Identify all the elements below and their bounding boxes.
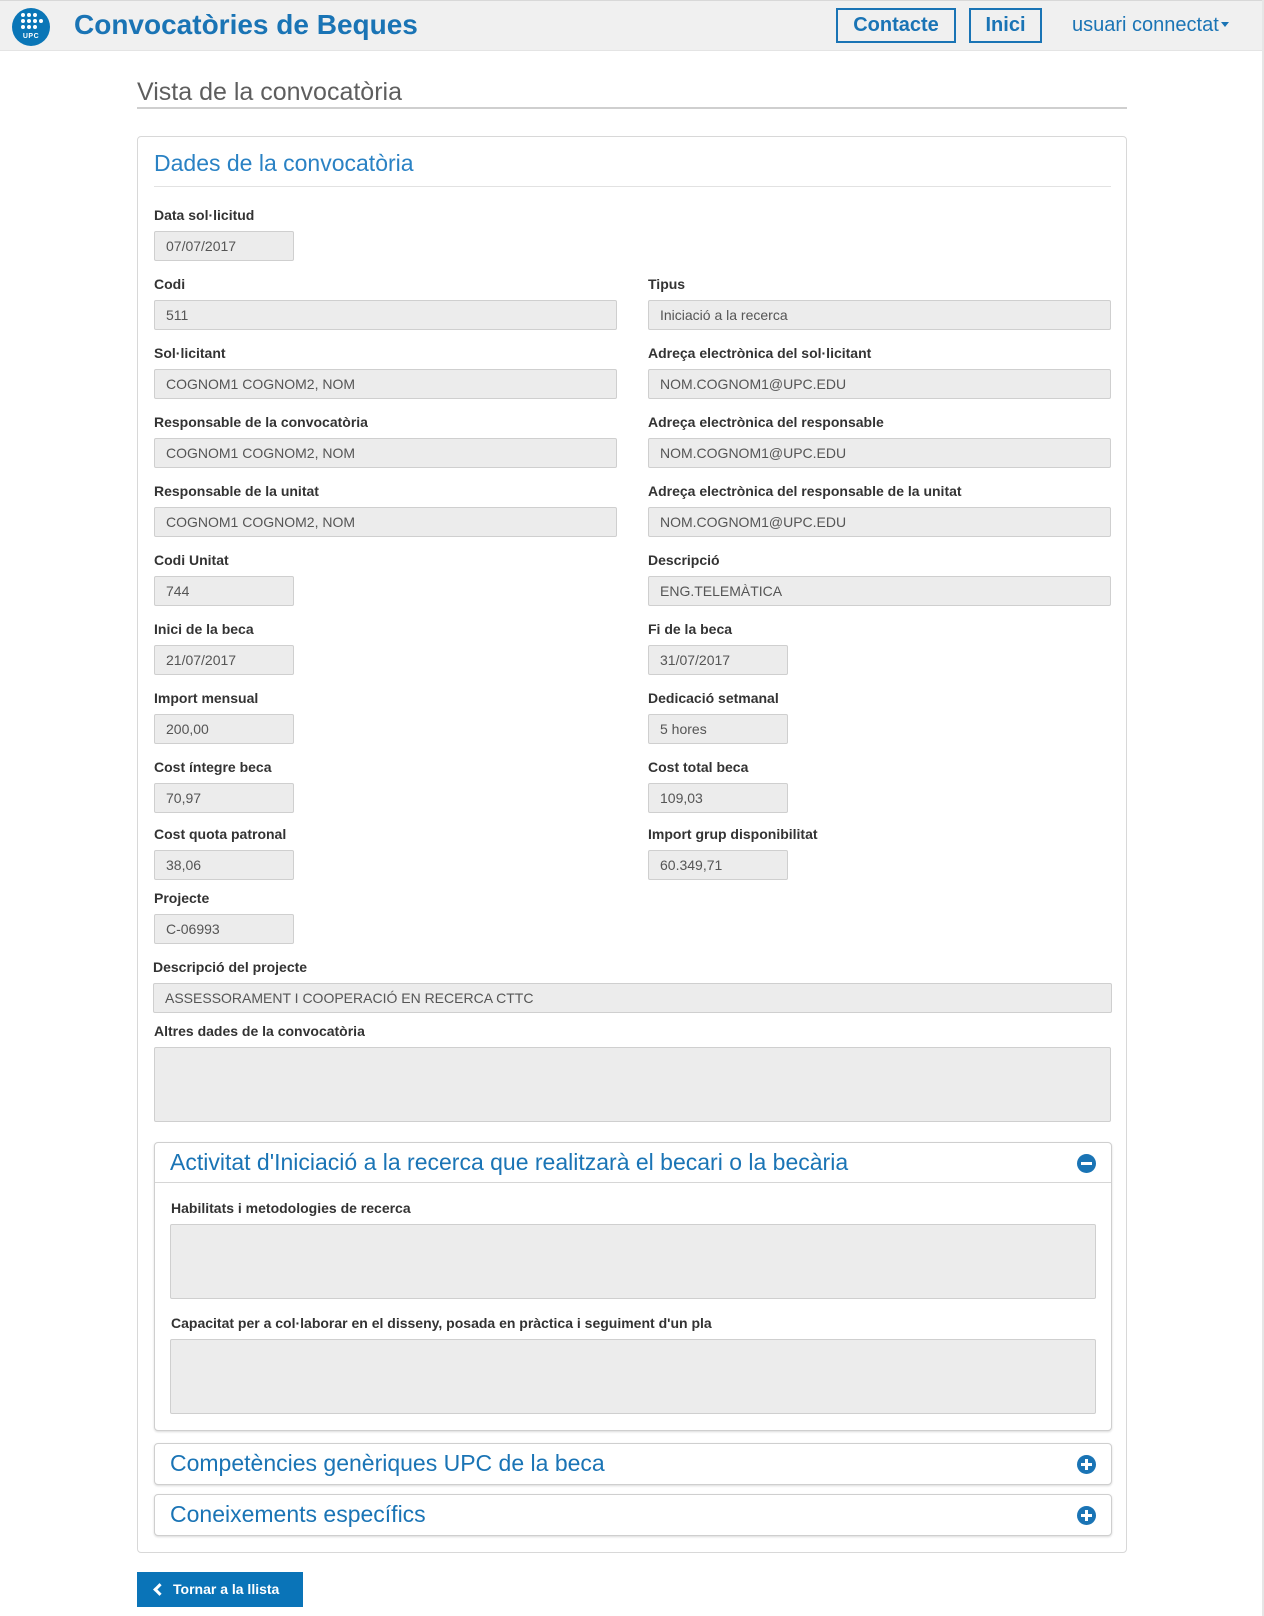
section-divider (154, 186, 1111, 187)
data-sollicitud-field[interactable]: 07/07/2017 (154, 231, 294, 261)
accordion-coneixements[interactable] (154, 1494, 1112, 1536)
accordion-activitat-title: Activitat d'Iniciació a la recerca que realitzarà el becari o la becària (170, 1149, 849, 1175)
app-title[interactable]: Convocatòries de Beques (74, 9, 418, 40)
responsable-unitat-field[interactable]: COGNOM1 COGNOM2, NOM (154, 507, 617, 537)
inici-beca-label: Inici de la beca (154, 621, 254, 637)
upc-logo[interactable] (12, 8, 50, 46)
caret-down-icon (1221, 22, 1229, 27)
projecte-label: Projecte (154, 890, 210, 906)
logo-dots-icon (20, 13, 42, 31)
codi-unitat-field[interactable]: 744 (154, 576, 294, 606)
dedicacio-setmanal-label: Dedicació setmanal (648, 690, 779, 706)
inici-beca-field[interactable]: 21/07/2017 (154, 645, 294, 675)
chevron-left-icon (153, 1583, 166, 1596)
cost-total-label: Cost total beca (648, 759, 749, 775)
page-title: Vista de la convocatòria (137, 78, 402, 106)
email-responsable-unitat-field[interactable]: NOM.COGNOM1@UPC.EDU (648, 507, 1111, 537)
projecte-field[interactable]: C-06993 (154, 914, 294, 944)
tipus-label: Tipus (648, 276, 686, 292)
section-heading: Dades de la convocatòria (154, 150, 414, 176)
fi-beca-field[interactable]: 31/07/2017 (648, 645, 788, 675)
codi-field[interactable]: 511 (154, 300, 617, 330)
codi-unitat-label: Codi Unitat (154, 552, 229, 568)
descripcio-field[interactable]: ENG.TELEMÀTICA (648, 576, 1111, 606)
dedicacio-setmanal-field[interactable]: 5 hores (648, 714, 788, 744)
descripcio-label: Descripció (648, 552, 720, 568)
descripcio-projecte-label: Descripció del projecte (153, 959, 308, 975)
contact-button[interactable]: Contacte (836, 8, 956, 43)
habilitats-label: Habilitats i metodologies de recerca (171, 1200, 411, 1216)
expand-plus-icon[interactable] (1077, 1455, 1096, 1474)
cost-integre-label: Cost íntegre beca (154, 759, 272, 775)
import-grup-label: Import grup disponibilitat (648, 826, 818, 842)
accordion-activitat-header[interactable] (155, 1143, 1111, 1183)
capacitat-textarea[interactable] (170, 1339, 1096, 1414)
responsable-convocatoria-label: Responsable de la convocatòria (154, 414, 368, 430)
accordion-activitat (154, 1142, 1112, 1431)
responsable-convocatoria-field[interactable]: COGNOM1 COGNOM2, NOM (154, 438, 617, 468)
expand-plus-icon[interactable] (1077, 1506, 1096, 1525)
altres-dades-textarea[interactable] (154, 1047, 1111, 1122)
cost-quota-field[interactable]: 38,06 (154, 850, 294, 880)
accordion-coneixements-header[interactable] (155, 1495, 1111, 1535)
accordion-competencies-title: Competències genèriques UPC de la beca (170, 1450, 605, 1476)
capacitat-label: Capacitat per a col·laborar en el disseny, posada en pràctica i seguiment d'un pla (171, 1315, 712, 1331)
cost-total-field[interactable]: 109,03 (648, 783, 788, 813)
back-to-list-label: Tornar a la llista (173, 1581, 280, 1597)
title-divider (137, 107, 1127, 109)
import-mensual-label: Import mensual (154, 690, 259, 706)
convocatoria-panel (137, 136, 1127, 1553)
home-button[interactable]: Inici (969, 8, 1042, 43)
import-grup-field[interactable]: 60.349,71 (648, 850, 788, 880)
email-responsable-unitat-label: Adreça electrònica del responsable de la unitat (648, 483, 962, 499)
email-sollicitant-label: Adreça electrònica del sol·licitant (648, 345, 872, 361)
email-responsable-field[interactable]: NOM.COGNOM1@UPC.EDU (648, 438, 1111, 468)
fi-beca-label: Fi de la beca (648, 621, 733, 637)
codi-label: Codi (154, 276, 186, 292)
accordion-competencies-header[interactable] (155, 1444, 1111, 1484)
import-mensual-field[interactable]: 200,00 (154, 714, 294, 744)
sollicitant-field[interactable]: COGNOM1 COGNOM2, NOM (154, 369, 617, 399)
user-menu-label: usuari connectat (1072, 14, 1219, 36)
back-to-list-button[interactable] (137, 1572, 303, 1607)
email-responsable-label: Adreça electrònica del responsable (648, 414, 884, 430)
email-sollicitant-field[interactable]: NOM.COGNOM1@UPC.EDU (648, 369, 1111, 399)
data-sollicitud-label: Data sol·licitud (154, 207, 255, 223)
user-menu[interactable] (1072, 14, 1229, 37)
accordion-coneixements-title: Coneixements específics (170, 1501, 426, 1527)
cost-quota-label: Cost quota patronal (154, 826, 287, 842)
sollicitant-label: Sol·licitant (154, 345, 226, 361)
logo-text: UPC (22, 33, 40, 40)
responsable-unitat-label: Responsable de la unitat (154, 483, 319, 499)
altres-dades-label: Altres dades de la convocatòria (154, 1023, 365, 1039)
accordion-competencies[interactable] (154, 1443, 1112, 1485)
top-navbar (0, 0, 1264, 51)
tipus-field[interactable]: Iniciació a la recerca (648, 300, 1111, 330)
collapse-minus-icon[interactable] (1077, 1154, 1096, 1173)
descripcio-projecte-field[interactable]: ASSESSORAMENT I COOPERACIÓ EN RECERCA CTTC (153, 983, 1112, 1013)
habilitats-textarea[interactable] (170, 1224, 1096, 1299)
cost-integre-field[interactable]: 70,97 (154, 783, 294, 813)
